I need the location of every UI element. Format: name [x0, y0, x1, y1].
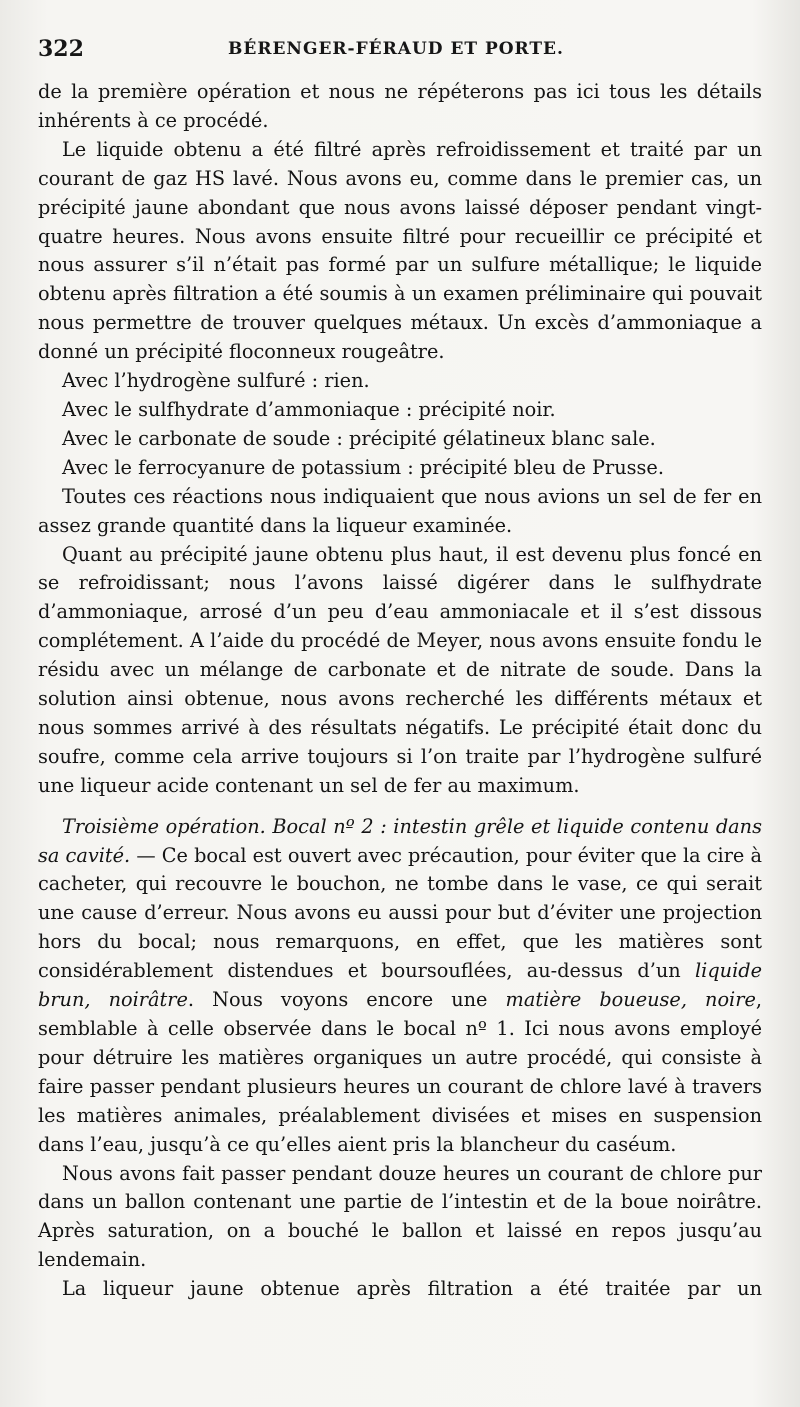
reaction-potassium-ferrocyanide: Avec le ferrocyanure de potassium : précipité bleu de Prusse. — [62, 455, 664, 479]
page-header — [38, 34, 768, 66]
paragraph-third-operation: Troisième opération. Bocal nº 2 : intestin grêle et liquide contenu dans sa cavité. — Ce bocal est ouvert avec précaution, pour éviter que la cire à cacheter, qui recouvre le bouchon, ne tombe dans le vase, ce qui serait une cause d’erreur. Nous avons eu aussi pour but d’éviter une projection hors du bocal; nous remarquons, en effet, que les matières sont considérablement distendues et boursouflées, au-dessus d’un liquide brun, noirâtre. Nous voyons encore une matière boueuse, noire, semblable à celle observée dans le bocal nº 1. Ici nous avons employé pour détruire les matières organiques un autre procédé, qui consiste à faire passer pendant plusieurs heures un courant de chlore lavé à travers les matières animales, préalablement divisées et mises en suspension dans l’eau, jusqu’à ce qu’elles aient pris la blancheur du caséum. — [38, 814, 762, 1156]
paragraph-continuation: de la première opération et nous ne répéterons pas ici tous les détails inhérents à ce procédé. — [38, 80, 762, 132]
paragraph-yellow-precipitate: Quant au précipité jaune obtenu plus haut, il est devenu plus foncé en se refroidissant; nous l’avons laissé digérer dans le sulfhydrate d’ammoniaque, arrosé d’un peu d’eau ammoniacale et il s’est dissous complétement. A l’aide du procédé de Meyer, nous avons ensuite fondu le résidu avec un mélange de carbonate et de nitrate de soude. Dans la solution ainsi obtenue, nous avons recherché les différents métaux et nous sommes arrivé à des résultats négatifs. Le précipité était donc du soufre, comme cela arrive toujours si l’on traite par l’hydrogène sulfuré une liqueur acide contenant un sel de fer au maximum. — [38, 542, 762, 797]
paragraph-iron-salt: Toutes ces réactions nous indiquaient que nous avions un sel de fer en assez grande quantité dans la liqueur examinée. — [38, 484, 762, 537]
paragraph-yellow-liquor: La liqueur jaune obtenue après filtration a été traitée par un — [62, 1277, 762, 1301]
page-number: 322 — [38, 36, 84, 62]
reaction-sodium-carbonate: Avec le carbonate de soude : précipité gélatineux blanc sale. — [62, 426, 656, 450]
reaction-ammonium-sulfhydrate: Avec le sulfhydrate d’ammoniaque : précipité noir. — [62, 397, 556, 421]
reaction-hydrogen-sulfide: Avec l’hydrogène sulfuré : rien. — [62, 369, 370, 393]
body-text — [38, 78, 762, 1304]
paragraph-filtration: Le liquide obtenu a été filtré après refroidissement et traité par un courant de gaz HS lavé. Nous avons eu, comme dans le premier cas, un précipité jaune abondant que nous avons laissé déposer pendant vingt-quatre heures. Nous avons ensuite filtré pour recueillir ce précipité et nous assurer s’il n’était pas formé par un sulfure métallique; le liquide obtenu après filtration a été soumis à un examen préliminaire qui pouvait nous permettre de trouver quelques métaux. Un excès d’ammoniaque a donné un précipité floconneux rougeâtre. — [38, 137, 762, 364]
section-heading-third-operation: Troisième opération. Bocal nº 2 : intestin grêle et liquide contenu dans sa cavité. — [38, 814, 762, 867]
running-head: BÉRENGER-FÉRAUD ET PORTE. — [228, 39, 564, 59]
paragraph-chlorine: Nous avons fait passer pendant douze heures un courant de chlore pur dans un ballon contenant une partie de l’intestin et de la boue noirâtre. Après saturation, on a bouché le ballon et laissé en repos jusqu’au lendemain. — [38, 1161, 762, 1272]
